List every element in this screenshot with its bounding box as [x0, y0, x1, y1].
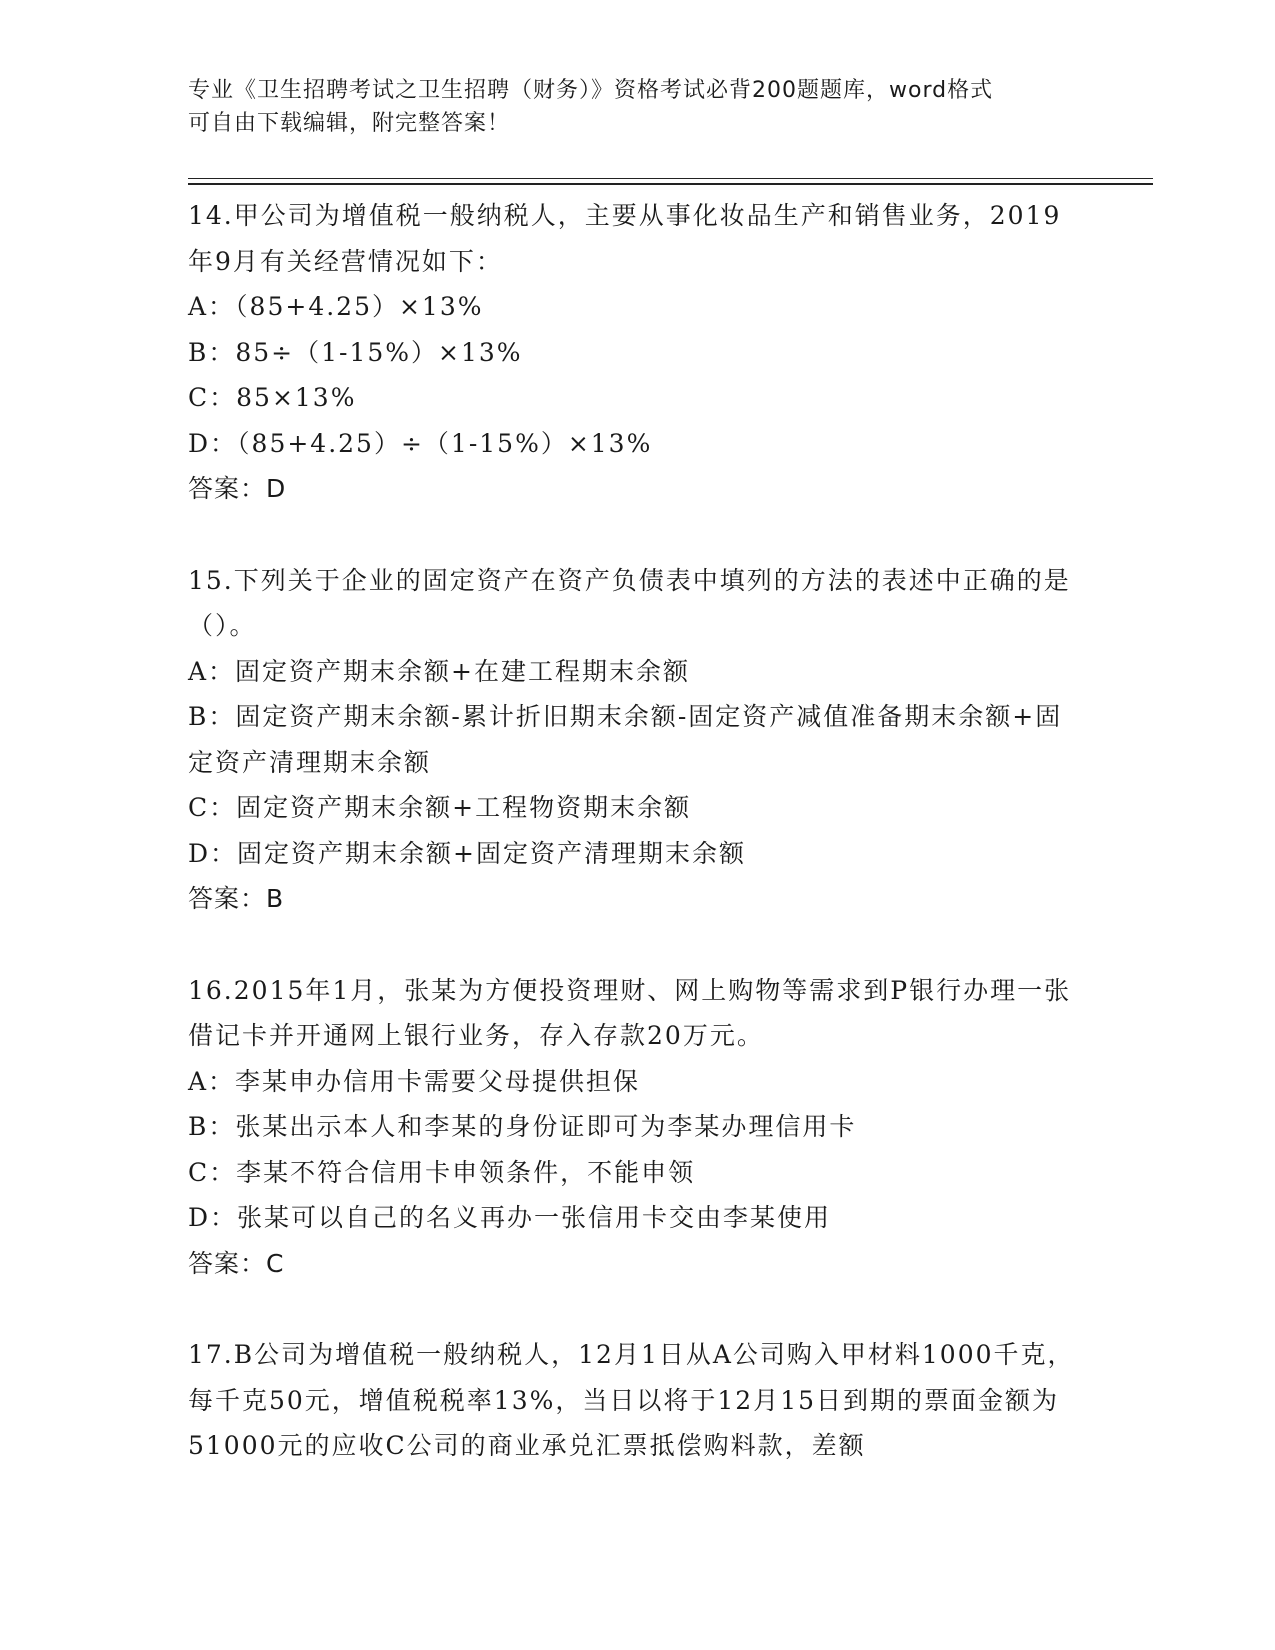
- question-16: [188, 968, 1088, 1287]
- option-d: D：张某可以自己的名义再办一张信用卡交由李某使用: [188, 1203, 832, 1232]
- option-d: D：固定资产期末余额+固定资产清理期末余额: [188, 838, 746, 868]
- option-a: A：固定资产期末余额+在建工程期末余额: [188, 656, 691, 686]
- question-17: [188, 1332, 1088, 1469]
- option-b: B：固定资产期末余额-累计折旧期末余额-固定资产减值准备期末余额+固定资产清理期末余额: [188, 702, 1063, 777]
- option-c: C：85×13%: [188, 383, 357, 412]
- header-divider-double: [188, 183, 1153, 185]
- question-15: [188, 558, 1088, 922]
- header-title-line-2: 可自由下载编辑，附完整答案！: [188, 111, 511, 136]
- option-d: D：（85+4.25）÷（1-15%）×13%: [188, 428, 653, 458]
- option-c: C：固定资产期末余额+工程物资期末余额: [188, 793, 692, 822]
- option-a: A：（85+4.25）×13%: [188, 292, 484, 321]
- answer-label: 答案：C: [188, 1248, 285, 1278]
- answer-label: 答案：B: [188, 884, 285, 913]
- question-text: 16.2015年1月，张某为方便投资理财、网上购物等需求到P银行办理一张借记卡并开通网上银行业务，存入存款20万元。: [188, 975, 1072, 1050]
- question-14: [188, 193, 1088, 512]
- option-c: C：李某不符合信用卡申领条件，不能申领: [188, 1157, 696, 1187]
- option-a: A：李某申办信用卡需要父母提供担保: [188, 1066, 641, 1096]
- question-text: 14.甲公司为增值税一般纳税人，主要从事化妆品生产和销售业务，2019年9月有关经营情况如下：: [188, 201, 1062, 276]
- question-list: [188, 193, 1088, 1515]
- question-text: 17.B公司为增值税一般纳税人，12月1日从A公司购入甲材料1000千克，每千克50元，增值税税率13%，当日以将于12月15日到期的票面金额为51000元的应收C公司的商业承兑汇票抵偿购料款，差额: [188, 1340, 1075, 1460]
- answer-label: 答案：D: [188, 474, 287, 503]
- document-header: [188, 74, 1068, 140]
- header-divider: [188, 178, 1153, 179]
- header-title-line-1: 专业《卫生招聘考试之卫生招聘（财务）》资格考试必背200题题库，word格式: [188, 78, 994, 103]
- option-b: B：张某出示本人和李某的身份证即可为李某办理信用卡: [188, 1112, 857, 1141]
- question-text: 15.下列关于企业的固定资产在资产负债表中填列的方法的表述中正确的是（）。: [188, 565, 1071, 640]
- option-b: B：85÷（1-15%）×13%: [188, 337, 523, 367]
